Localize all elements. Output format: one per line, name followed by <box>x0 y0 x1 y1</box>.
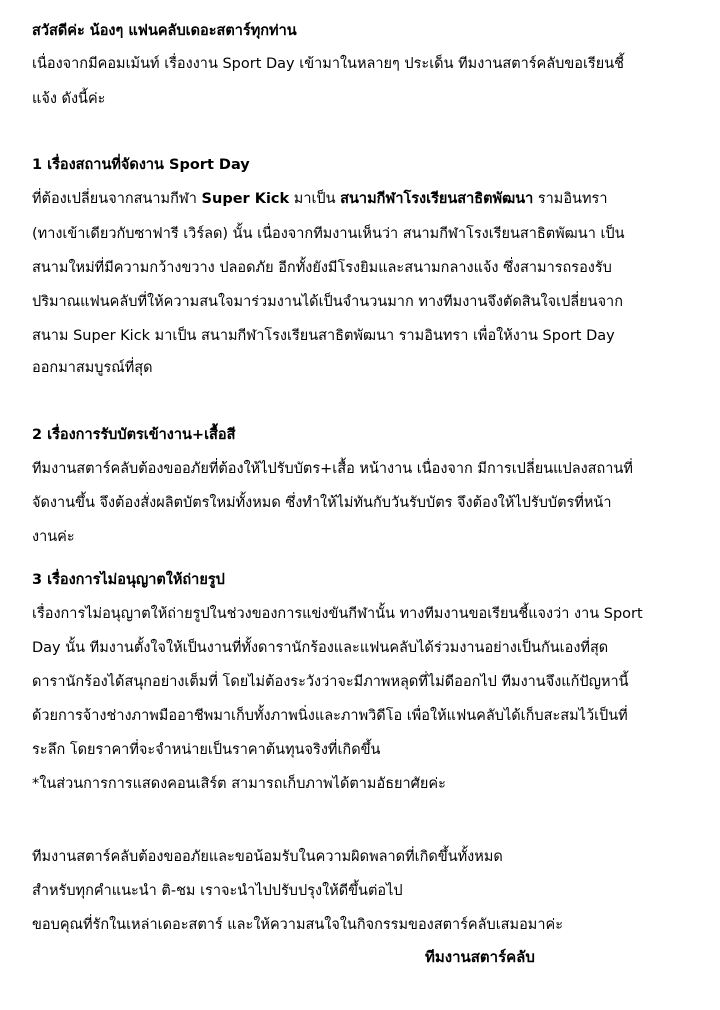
section3-heading: 3 เรื่องการไม่อนุญาตให้ถ่ายรูป <box>32 572 225 588</box>
section1-line-1-mid: มาเป็น <box>289 191 341 207</box>
signature: ทีมงานสตาร์คลับ <box>425 948 535 966</box>
section2-line-2: จัดงานขึ้น จึงต้องสั่งผลิตบัตรใหม่ทั้งหมด ซึ่งทำให้ไม่ทันกับวันรับบัตร จึงต้องให้ไปรับบัตรที่หน้า <box>32 495 612 511</box>
section3-line-1: เรื่องการไม่อนุญาตให้ถ่ายรูปในช่วงของการแข่งขันกีฬานั้น ทางทีมงานขอเรียนชี้แจงว่า งาน Sport <box>32 606 643 622</box>
section1-line-3: สนามใหม่ที่มีความกว้างขวาง ปลอดภัย อีกทั้งยังมีโรงยิมและสนามกลางแจ้ง ซึ่งสามารถรองรับ <box>32 260 612 276</box>
section1-line-1 <box>32 189 607 209</box>
section1-line-4: ปริมาณแฟนคลับที่ให้ความสนใจมาร่วมงานได้เป็นจำนวนมาก ทางทีมงานจึงตัดสินใจเปลี่ยนจาก <box>32 294 623 310</box>
section1-line-6: ออกมาสมบูรณ์ที่สุด <box>32 360 153 376</box>
section1-heading: 1 เรื่องสถานที่จัดงาน Sport Day <box>32 157 250 173</box>
section1-line-5: สนาม Super Kick มาเป็น สนามกีฬาโรงเรียนสาธิตพัฒนา รามอินทรา เพื่อให้งาน Sport Day <box>32 328 615 344</box>
section2-line-3: งานค่ะ <box>32 529 75 545</box>
super-kick-text: Super Kick <box>201 191 290 207</box>
greeting-title: สวัสดีค่ะ น้องๆ แฟนคลับเดอะสตาร์ทุกท่าน <box>32 23 297 39</box>
closing-line-2: สำหรับทุกคำแนะนำ ติ-ชม เราจะนำไปปรับปรุงให้ดีขึ้นต่อไป <box>32 883 403 899</box>
section3-line-2: Day นั้น ทีมงานตั้งใจให้เป็นงานที่ทั้งดารานักร้องและแฟนคลับได้ร่วมงานอย่างเป็นกันเองที่สุด <box>32 640 609 656</box>
section3-line-5: ระลึก โดยราคาที่จะจำหน่ายเป็นราคาต้นทุนจริงที่เกิดขึ้น <box>32 742 381 758</box>
section2-heading: 2 เรื่องการรับบัตรเข้างาน+เสื้อสี <box>32 427 236 443</box>
section3-note: *ในส่วนการการแสดงคอนเสิร์ต สามารถเก็บภาพได้ตามอัธยาศัยค่ะ <box>32 776 446 792</box>
section3-line-3: ดารานักร้องได้สนุกอย่างเต็มที่ โดยไม่ต้องระวังว่าจะมีภาพหลุดที่ไม่ดีออกไป ทีมงานจึงแก้ปัญหานี้ <box>32 674 629 690</box>
section1-line-1-post: รามอินทรา <box>533 191 608 207</box>
section3-line-4: ด้วยการจ้างช่างภาพมืออาชีพมาเก็บทั้งภาพนิ่งและภาพวิดีโอ เพื่อให้แฟนคลับได้เก็บสะสมไว้เป็นที่ <box>32 708 628 724</box>
closing-line-3: ขอบคุณที่รักในเหล่าเดอะสตาร์ และให้ความสนใจในกิจกรรมของสตาร์คลับเสมอมาค่ะ <box>32 917 563 933</box>
section1-line-1-pre: ที่ต้องเปลี่ยนจากสนามกีฬา <box>32 191 202 207</box>
closing-line-1: ทีมงานสตาร์คลับต้องขออภัยและขอน้อมรับในความผิดพลาดที่เกิดขึ้นทั้งหมด <box>32 849 503 865</box>
new-venue-name: สนามกีฬาโรงเรียนสาธิตพัฒนา <box>340 191 534 207</box>
section1-line-2: (ทางเข้าเดียวกับซาฟารี เวิร์ลด) นั้น เนื่องจากทีมงานเห็นว่า สนามกีฬาโรงเรียนสาธิตพัฒนา เป็น <box>32 226 625 242</box>
greeting-line-2: แจ้ง ดังนี้ค่ะ <box>32 91 106 107</box>
section2-line-1: ทีมงานสตาร์คลับต้องขออภัยที่ต้องให้ไปรับบัตร+เสื้อ หน้างาน เนื่องจาก มีการเปลี่ยนแปลงสถานที่ <box>32 461 633 477</box>
greeting-line-1: เนื่องจากมีคอมเม้นท์ เรื่องงาน Sport Day เข้ามาในหลายๆ ประเด็น ทีมงานสตาร์คลับขอเรียนชี้ <box>32 56 624 72</box>
